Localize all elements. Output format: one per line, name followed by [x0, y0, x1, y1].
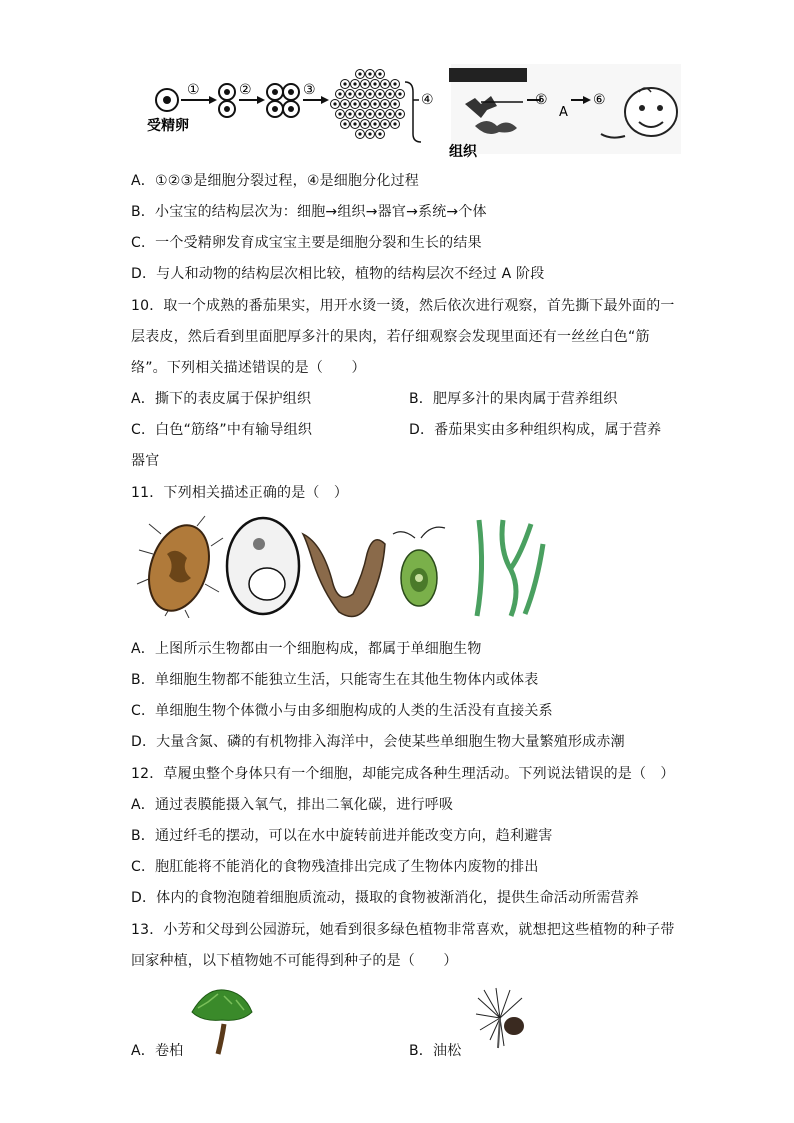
cluster-cell-nucleus — [368, 112, 371, 115]
cell-development-figure — [131, 64, 681, 164]
q10-stem-line-2: 层表皮，然后看到里面肥厚多汁的果肉，若仔细观察会发现里面还有一丝丝白色“筋 — [131, 329, 650, 345]
q9-option-c: C．一个受精卵发育成宝宝主要是细胞分裂和生长的结果 — [131, 235, 482, 251]
cell-mass — [331, 70, 405, 139]
two-cell-stage — [219, 84, 235, 117]
cluster-cell-nucleus — [393, 102, 396, 105]
cluster-cell-nucleus — [363, 82, 366, 85]
q11-option-a: A．上图所示生物都由一个细胞构成，都属于单细胞生物 — [131, 641, 482, 657]
cluster-cell-nucleus — [358, 92, 361, 95]
cluster-cell-nucleus — [383, 102, 386, 105]
bacterium-image — [137, 516, 223, 618]
cluster-cell-nucleus — [353, 102, 356, 105]
cluster-cell-nucleus — [343, 102, 346, 105]
cluster-cell-nucleus — [368, 92, 371, 95]
cluster-cell-nucleus — [343, 122, 346, 125]
cluster-cell-nucleus — [368, 72, 371, 75]
spirogyra-image — [477, 520, 543, 616]
q12-option-a: A．通过表膜能摄入氧气，排出二氧化碳，进行呼吸 — [131, 797, 454, 813]
step-label-6: ⑥ — [593, 92, 606, 108]
q10-stem-line-1: 10．取一个成熟的番茄果实，用开水烫一烫，然后依次进行观察，首先撕下最外面的一 — [131, 298, 675, 314]
q10-option-d: D．番茄果实由多种组织构成，属于营养 — [409, 422, 662, 438]
q12-option-b: B．通过纤毛的摆动，可以在水中旋转前进并能改变方向，趋利避害 — [131, 828, 553, 844]
q12-option-c: C．胞肛能将不能消化的食物残渣排出完成了生物体内废物的排出 — [131, 859, 539, 875]
cluster-cell-nucleus — [388, 92, 391, 95]
q10-stem-line-3: 络”。下列相关描述错误的是（ ） — [131, 360, 366, 376]
cluster-cell-nucleus — [388, 112, 391, 115]
cluster-cell-nucleus — [398, 92, 401, 95]
pine-branch-image — [470, 984, 536, 1050]
cluster-cell-nucleus — [333, 102, 336, 105]
cluster-cell-nucleus — [358, 112, 361, 115]
cluster-cell-nucleus — [343, 82, 346, 85]
q10-option-d-continued: 器官 — [131, 453, 160, 469]
cluster-cell-nucleus — [353, 122, 356, 125]
q12-stem: 12．草履虫整个身体只有一个细胞，却能完成各种生理活动。下列说法错误的是（ ） — [131, 766, 675, 782]
four-cell-stage — [267, 84, 299, 117]
twisted-organism-image — [303, 534, 385, 617]
q13-option-b: B．油松 — [409, 1043, 462, 1059]
q9-option-b: B．小宝宝的结构层次为：细胞→组织→器官→系统→个体 — [131, 204, 487, 220]
cluster-cell-nucleus — [373, 102, 376, 105]
step-label-2: ② — [239, 82, 252, 98]
cluster-cell-nucleus — [383, 122, 386, 125]
step-label-5: ⑤ — [535, 92, 548, 108]
cluster-cell-nucleus — [368, 132, 371, 135]
q10-option-c: C．白色“筋络”中有输导组织 — [131, 422, 313, 438]
stage-a-label: A — [559, 105, 568, 120]
cluster-cell-nucleus — [338, 112, 341, 115]
cluster-cell-nucleus — [373, 82, 376, 85]
cluster-cell-nucleus — [378, 112, 381, 115]
cluster-cell-nucleus — [338, 92, 341, 95]
q10-option-b: B．肥厚多汁的果肉属于营养组织 — [409, 391, 618, 407]
cluster-cell-nucleus — [383, 82, 386, 85]
cluster-cell-nucleus — [373, 122, 376, 125]
single-cell-organisms-figure — [131, 514, 561, 618]
q11-stem: 11．下列相关描述正确的是（ ） — [131, 485, 349, 501]
cluster-cell-nucleus — [378, 72, 381, 75]
q11-option-c: C．单细胞生物个体微小与由多细胞构成的人类的生活没有直接关系 — [131, 703, 553, 719]
q13-stem-line-2: 回家种植，以下植物她不可能得到种子的是（ ） — [131, 953, 458, 969]
cluster-cell-nucleus — [358, 132, 361, 135]
q10-option-a: A．撕下的表皮属于保护组织 — [131, 391, 312, 407]
fertilized-egg-label: 受精卵 — [147, 118, 189, 134]
selaginella-image — [184, 984, 256, 1056]
step-label-4: ④ — [421, 92, 434, 108]
q12-option-d: D．体内的食物泡随着细胞质流动，摄取的食物被渐消化，提供生命活动所需营养 — [131, 890, 639, 906]
cluster-cell-nucleus — [353, 82, 356, 85]
cluster-cell-nucleus — [363, 122, 366, 125]
cluster-cell-nucleus — [363, 102, 366, 105]
cluster-cell-nucleus — [378, 92, 381, 95]
cluster-cell-nucleus — [393, 122, 396, 125]
q9-option-d: D．与人和动物的结构层次相比较，植物的结构层次不经过 A 阶段 — [131, 266, 545, 282]
q13-option-a: A．卷柏 — [131, 1043, 184, 1059]
q11-option-d: D．大量含氮、磷的有机物排入海洋中，会使某些单细胞生物大量繁殖形成赤潮 — [131, 734, 625, 750]
q11-option-b: B．单细胞生物都不能独立生活，只能寄生在其他生物体内或体表 — [131, 672, 539, 688]
q9-option-a: A．①②③是细胞分裂过程，④是细胞分化过程 — [131, 173, 419, 189]
cluster-cell-nucleus — [393, 82, 396, 85]
cluster-cell-nucleus — [348, 92, 351, 95]
step-label-3: ③ — [303, 82, 316, 98]
cluster-cell-nucleus — [398, 112, 401, 115]
oval-cell-image — [227, 518, 299, 614]
tissue-label: 组织 — [449, 144, 477, 160]
cluster-cell-nucleus — [358, 72, 361, 75]
step-label-1: ① — [187, 82, 200, 98]
cluster-cell-nucleus — [378, 132, 381, 135]
fertilized-egg-cell — [156, 89, 178, 111]
chlamydomonas-image — [393, 527, 445, 606]
cluster-cell-nucleus — [348, 112, 351, 115]
q13-stem-line-1: 13．小芳和父母到公园游玩，她看到很多绿色植物非常喜欢，就想把这些植物的种子带 — [131, 922, 675, 938]
